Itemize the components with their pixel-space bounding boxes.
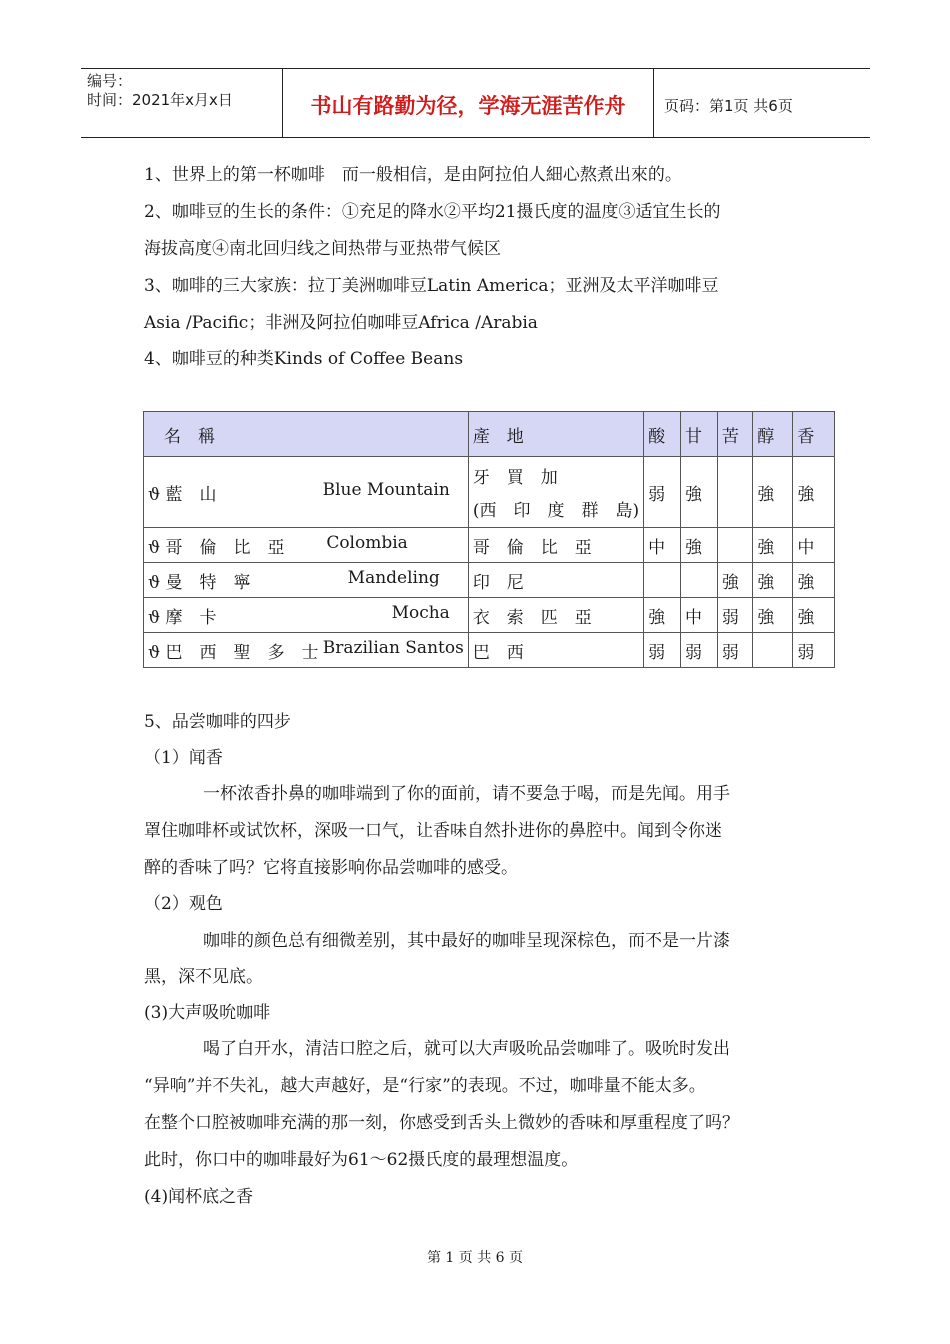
header-name: 名 稱 xyxy=(144,412,469,457)
bean-name-cell xyxy=(144,457,469,528)
header-meta xyxy=(81,69,282,137)
bean-latin-name: Mocha xyxy=(391,602,450,623)
body-cell: 強 xyxy=(753,457,793,528)
step-3-line-c: 在整个口腔被咖啡充满的那一刻，你感受到舌头上微妙的香味和厚重程度了吗？ xyxy=(144,1113,739,1133)
bitter-cell xyxy=(717,457,752,528)
bean-name: ϑ 巴 西 聖 多 士 xyxy=(148,642,319,663)
table-row xyxy=(144,528,835,563)
date-line: 时间：2021年x月x日 xyxy=(87,91,233,109)
paragraph-2b: 海拔高度④南北回归线之间热带与亚热带气候区 xyxy=(144,239,501,259)
code-label: 编号： xyxy=(87,72,133,90)
step-3-title: (3)大声吸吮咖啡 xyxy=(144,1003,271,1023)
step-1-line-c: 醉的香味了吗？它将直接影响你品尝咖啡的感受。 xyxy=(144,858,518,878)
step-2-line-b: 黑，深不见底。 xyxy=(144,967,263,987)
page-footer: 第 1 页 共 6 页 xyxy=(426,1250,524,1266)
bean-name: ϑ 藍 山 xyxy=(148,484,217,505)
sour-cell: 弱 xyxy=(644,457,681,528)
step-3-line-d: 此时，你口中的咖啡最好为61～62摄氏度的最理想温度。 xyxy=(144,1150,579,1170)
table-header-row xyxy=(144,412,835,457)
origin: 衣 索 匹 亞 xyxy=(468,598,643,633)
paragraph-1: 1、世界上的第一杯咖啡 而一般相信，是由阿拉伯人細心熬煮出來的。 xyxy=(144,165,682,185)
bean-name-cell xyxy=(144,563,469,598)
aroma-cell: 強 xyxy=(793,457,835,528)
bean-name: ϑ 曼 特 寧 xyxy=(148,572,251,593)
paragraph-4: 4、咖啡豆的种类Kinds of Coffee Beans xyxy=(144,349,464,369)
bitter-cell xyxy=(717,528,752,563)
body-cell: 強 xyxy=(753,563,793,598)
origin: 印 尼 xyxy=(468,563,643,598)
sour-cell: 強 xyxy=(644,598,681,633)
origin-cell xyxy=(468,457,643,528)
document-header xyxy=(81,68,870,138)
sour-cell: 弱 xyxy=(644,633,681,668)
step-4-title: (4)闻杯底之香 xyxy=(144,1187,254,1207)
sweet-cell: 強 xyxy=(681,457,718,528)
sweet-cell: 強 xyxy=(681,528,718,563)
sour-cell xyxy=(644,563,681,598)
paragraph-2a: 2、咖啡豆的生长的条件：①充足的降水②平均21摄氏度的温度③适宜生长的 xyxy=(144,202,721,222)
sweet-cell: 弱 xyxy=(681,633,718,668)
step-1-line-a: 一杯浓香扑鼻的咖啡端到了你的面前，请不要急于喝，而是先闻。用手 xyxy=(203,784,730,804)
bitter-cell: 弱 xyxy=(717,598,752,633)
bean-name-cell xyxy=(144,633,469,668)
bean-latin-name: Brazilian Santos xyxy=(322,637,464,658)
aroma-cell: 中 xyxy=(793,528,835,563)
origin: 巴 西 xyxy=(468,633,643,668)
aroma-cell: 弱 xyxy=(793,633,835,668)
header-sour: 酸 xyxy=(644,412,681,457)
bean-latin-name: Colombia xyxy=(326,532,408,553)
paragraph-3a: 3、咖啡的三大家族：拉丁美洲咖啡豆Latin America；亚洲及太平洋咖啡豆 xyxy=(144,276,719,296)
header-origin: 產 地 xyxy=(468,412,643,457)
bitter-cell: 強 xyxy=(717,563,752,598)
header-body: 醇 xyxy=(753,412,793,457)
bean-latin-name: Mandeling xyxy=(347,567,440,588)
body-cell: 強 xyxy=(753,598,793,633)
table-row xyxy=(144,598,835,633)
body-cell: 強 xyxy=(753,528,793,563)
step-1-title: （1）闻香 xyxy=(144,748,223,768)
bean-name-cell xyxy=(144,528,469,563)
coffee-beans-table xyxy=(143,411,835,668)
bean-latin-name: Blue Mountain xyxy=(322,479,450,500)
origin-detail: (西 印 度 群 島) xyxy=(472,501,640,521)
step-2-line-a: 咖啡的颜色总有细微差别，其中最好的咖啡呈现深棕色，而不是一片漆 xyxy=(203,931,730,951)
table-row xyxy=(144,633,835,668)
header-page-info: 页码：第1页 共6页 xyxy=(664,96,793,115)
sweet-cell: 中 xyxy=(681,598,718,633)
sweet-cell xyxy=(681,563,718,598)
header-sweet: 甘 xyxy=(681,412,718,457)
step-2-title: （2）观色 xyxy=(144,894,223,914)
tasting-title: 5、品尝咖啡的四步 xyxy=(144,712,291,732)
aroma-cell: 強 xyxy=(793,563,835,598)
step-1-line-b: 罩住咖啡杯或试饮杯，深吸一口气，让香味自然扑进你的鼻腔中。闻到令你迷 xyxy=(144,821,722,841)
step-3-line-a: 喝了白开水，清洁口腔之后，就可以大声吸吮品尝咖啡了。吸吮时发出 xyxy=(203,1039,730,1059)
paragraph-3b: Asia /Pacific；非洲及阿拉伯咖啡豆Africa /Arabia xyxy=(144,313,538,333)
header-aroma: 香 xyxy=(793,412,835,457)
header-motto: 书山有路勤为径，学海无涯苦作舟 xyxy=(282,69,654,137)
bean-name: ϑ 摩 卡 xyxy=(148,607,217,628)
bean-name: ϑ 哥 倫 比 亞 xyxy=(148,537,285,558)
origin: 牙 買 加 xyxy=(472,468,558,488)
bean-name-cell xyxy=(144,598,469,633)
origin: 哥 倫 比 亞 xyxy=(468,528,643,563)
bitter-cell: 弱 xyxy=(717,633,752,668)
header-bitter: 苦 xyxy=(717,412,752,457)
body-cell xyxy=(753,633,793,668)
aroma-cell: 強 xyxy=(793,598,835,633)
table-row xyxy=(144,457,835,528)
step-3-line-b: “异响”并不失礼，越大声越好，是“行家”的表现。不过，咖啡量不能太多。 xyxy=(144,1076,706,1096)
sour-cell: 中 xyxy=(644,528,681,563)
table-row xyxy=(144,563,835,598)
